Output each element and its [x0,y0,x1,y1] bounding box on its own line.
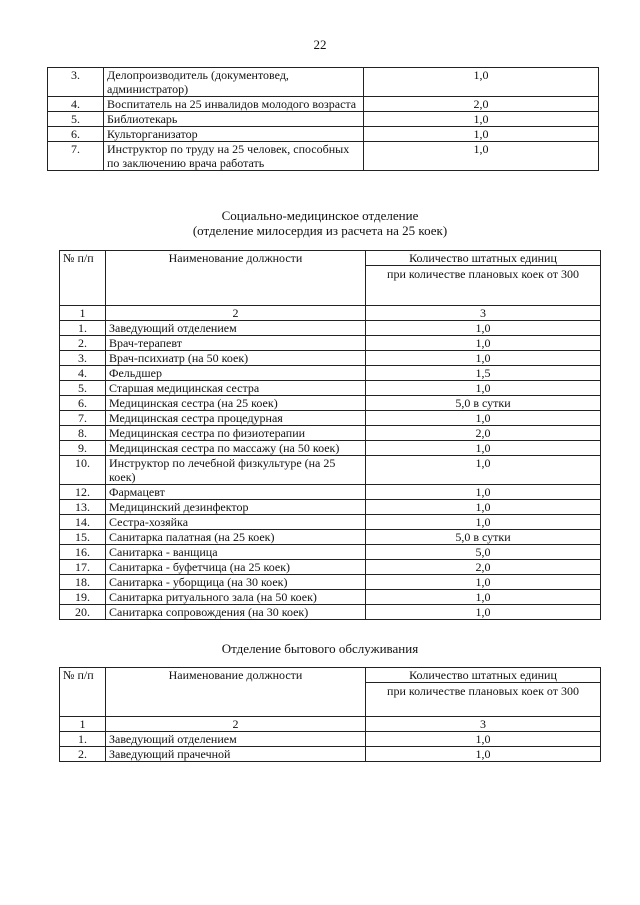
row-position: Культорганизатор [104,127,364,142]
row-position: Заведующий отделением [106,732,366,747]
table-row [60,590,601,605]
row-position: Инструктор по труду на 25 человек, способных по заключению врача работать [104,142,364,171]
medical-staff-table [59,250,601,620]
table-row [60,605,601,620]
table-row [60,366,601,381]
row-quantity: 1,0 [366,441,601,456]
row-quantity: 1,0 [366,575,601,590]
row-quantity: 1,0 [366,351,601,366]
row-number: 3. [48,68,104,97]
row-number: 3. [60,351,106,366]
header-quantity-label: Количество штатных единиц [409,668,557,682]
header-number: № п/п [60,251,106,306]
row-quantity: 1,0 [366,485,601,500]
row-quantity: 1,0 [366,500,601,515]
table-row [60,515,601,530]
table-row [48,142,599,171]
row-position: Делопроизводитель (документовед, администратор) [104,68,364,97]
table-row [60,575,601,590]
row-quantity: 5,0 [366,545,601,560]
row-quantity: 1,5 [366,366,601,381]
row-quantity: 1,0 [364,142,599,171]
row-number: 7. [60,411,106,426]
row-quantity: 5,0 в сутки [366,396,601,411]
row-quantity: 1,0 [366,321,601,336]
row-quantity: 2,0 [366,560,601,575]
header-quantity-label: Количество штатных единиц [409,251,557,265]
row-number: 1. [60,321,106,336]
row-number: 16. [60,545,106,560]
table-row [60,321,601,336]
table-row [60,732,601,747]
row-number: 7. [48,142,104,171]
row-position: Санитарка палатная (на 25 коек) [106,530,366,545]
row-quantity: 1,0 [366,411,601,426]
row-quantity: 1,0 [366,747,601,762]
row-position: Старшая медицинская сестра [106,381,366,396]
table-index-row [60,306,601,321]
table-row [60,441,601,456]
row-quantity: 1,0 [364,112,599,127]
row-quantity: 1,0 [364,127,599,142]
row-number: 6. [48,127,104,142]
row-number: 10. [60,456,106,485]
row-number: 2. [60,336,106,351]
row-number: 5. [60,381,106,396]
table-row [48,112,599,127]
row-position: Медицинская сестра по физиотерапии [106,426,366,441]
header-quantity-sub: при количестве плановых коек от 300 [366,265,600,281]
row-number: 9. [60,441,106,456]
table-row [60,381,601,396]
header-quantity [366,668,601,717]
header-position: Наименование должности [106,251,366,306]
table-row [60,500,601,515]
index-cell-1: 1 [60,306,106,321]
table-row [60,560,601,575]
row-quantity: 1,0 [366,456,601,485]
row-quantity: 1,0 [366,590,601,605]
row-position: Воспитатель на 25 инвалидов молодого возраста [104,97,364,112]
row-quantity: 1,0 [366,732,601,747]
row-position: Врач-психиатр (на 50 коек) [106,351,366,366]
row-quantity: 1,0 [366,605,601,620]
row-number: 18. [60,575,106,590]
row-position: Врач-терапевт [106,336,366,351]
row-number: 4. [60,366,106,381]
row-position: Заведующий прачечной [106,747,366,762]
table-row [60,747,601,762]
index-cell-1: 1 [60,717,106,732]
table-row [60,530,601,545]
section-subtitle-medical: (отделение милосердия из расчета на 25 коек) [192,223,448,238]
row-number: 4. [48,97,104,112]
row-position: Медицинский дезинфектор [106,500,366,515]
staff-table-continued [47,67,599,171]
row-position: Санитарка - буфетчица (на 25 коек) [106,560,366,575]
header-number: № п/п [60,668,106,717]
row-quantity: 2,0 [366,426,601,441]
table-row [60,351,601,366]
row-position: Библиотекарь [104,112,364,127]
row-position: Медицинская сестра (на 25 коек) [106,396,366,411]
section-title-household: Отделение бытового обслуживания [221,641,419,656]
row-quantity: 1,0 [364,68,599,97]
row-position: Фельдшер [106,366,366,381]
row-position: Санитарка ритуального зала (на 50 коек) [106,590,366,605]
table-row [60,426,601,441]
row-quantity: 2,0 [364,97,599,112]
table-row [48,68,599,97]
row-position: Медицинская сестра процедурная [106,411,366,426]
row-number: 1. [60,732,106,747]
row-number: 19. [60,590,106,605]
row-position: Заведующий отделением [106,321,366,336]
row-number: 20. [60,605,106,620]
index-cell-2: 2 [106,306,366,321]
row-number: 13. [60,500,106,515]
header-position: Наименование должности [106,668,366,717]
row-number: 17. [60,560,106,575]
page-number: 22 [313,37,327,52]
header-quantity [366,251,601,306]
table-row [60,396,601,411]
table-header-row [60,251,601,306]
row-number: 14. [60,515,106,530]
index-cell-3: 3 [366,717,601,732]
row-position: Фармацевт [106,485,366,500]
row-quantity: 1,0 [366,336,601,351]
table-row [60,545,601,560]
row-number: 12. [60,485,106,500]
row-position: Санитарка сопровождения (на 30 коек) [106,605,366,620]
table-row [60,336,601,351]
index-cell-3: 3 [366,306,601,321]
household-staff-table [59,667,601,762]
row-number: 5. [48,112,104,127]
table-row [48,127,599,142]
row-quantity: 1,0 [366,381,601,396]
row-quantity: 1,0 [366,515,601,530]
table-row [60,411,601,426]
table-row [60,485,601,500]
row-position: Медицинская сестра по массажу (на 50 коек) [106,441,366,456]
table-index-row [60,717,601,732]
row-number: 6. [60,396,106,411]
section-title-medical: Социально-медицинское отделение [221,208,419,223]
index-cell-2: 2 [106,717,366,732]
row-number: 8. [60,426,106,441]
table-header-row [60,668,601,717]
table-row [60,456,601,485]
row-position: Санитарка - уборщица (на 30 коек) [106,575,366,590]
row-quantity: 5,0 в сутки [366,530,601,545]
table-row [48,97,599,112]
row-number: 15. [60,530,106,545]
row-number: 2. [60,747,106,762]
row-position: Санитарка - ванщица [106,545,366,560]
row-position: Сестра-хозяйка [106,515,366,530]
header-quantity-sub: при количестве плановых коек от 300 [366,682,600,698]
row-position: Инструктор по лечебной физкультуре (на 25 коек) [106,456,366,485]
